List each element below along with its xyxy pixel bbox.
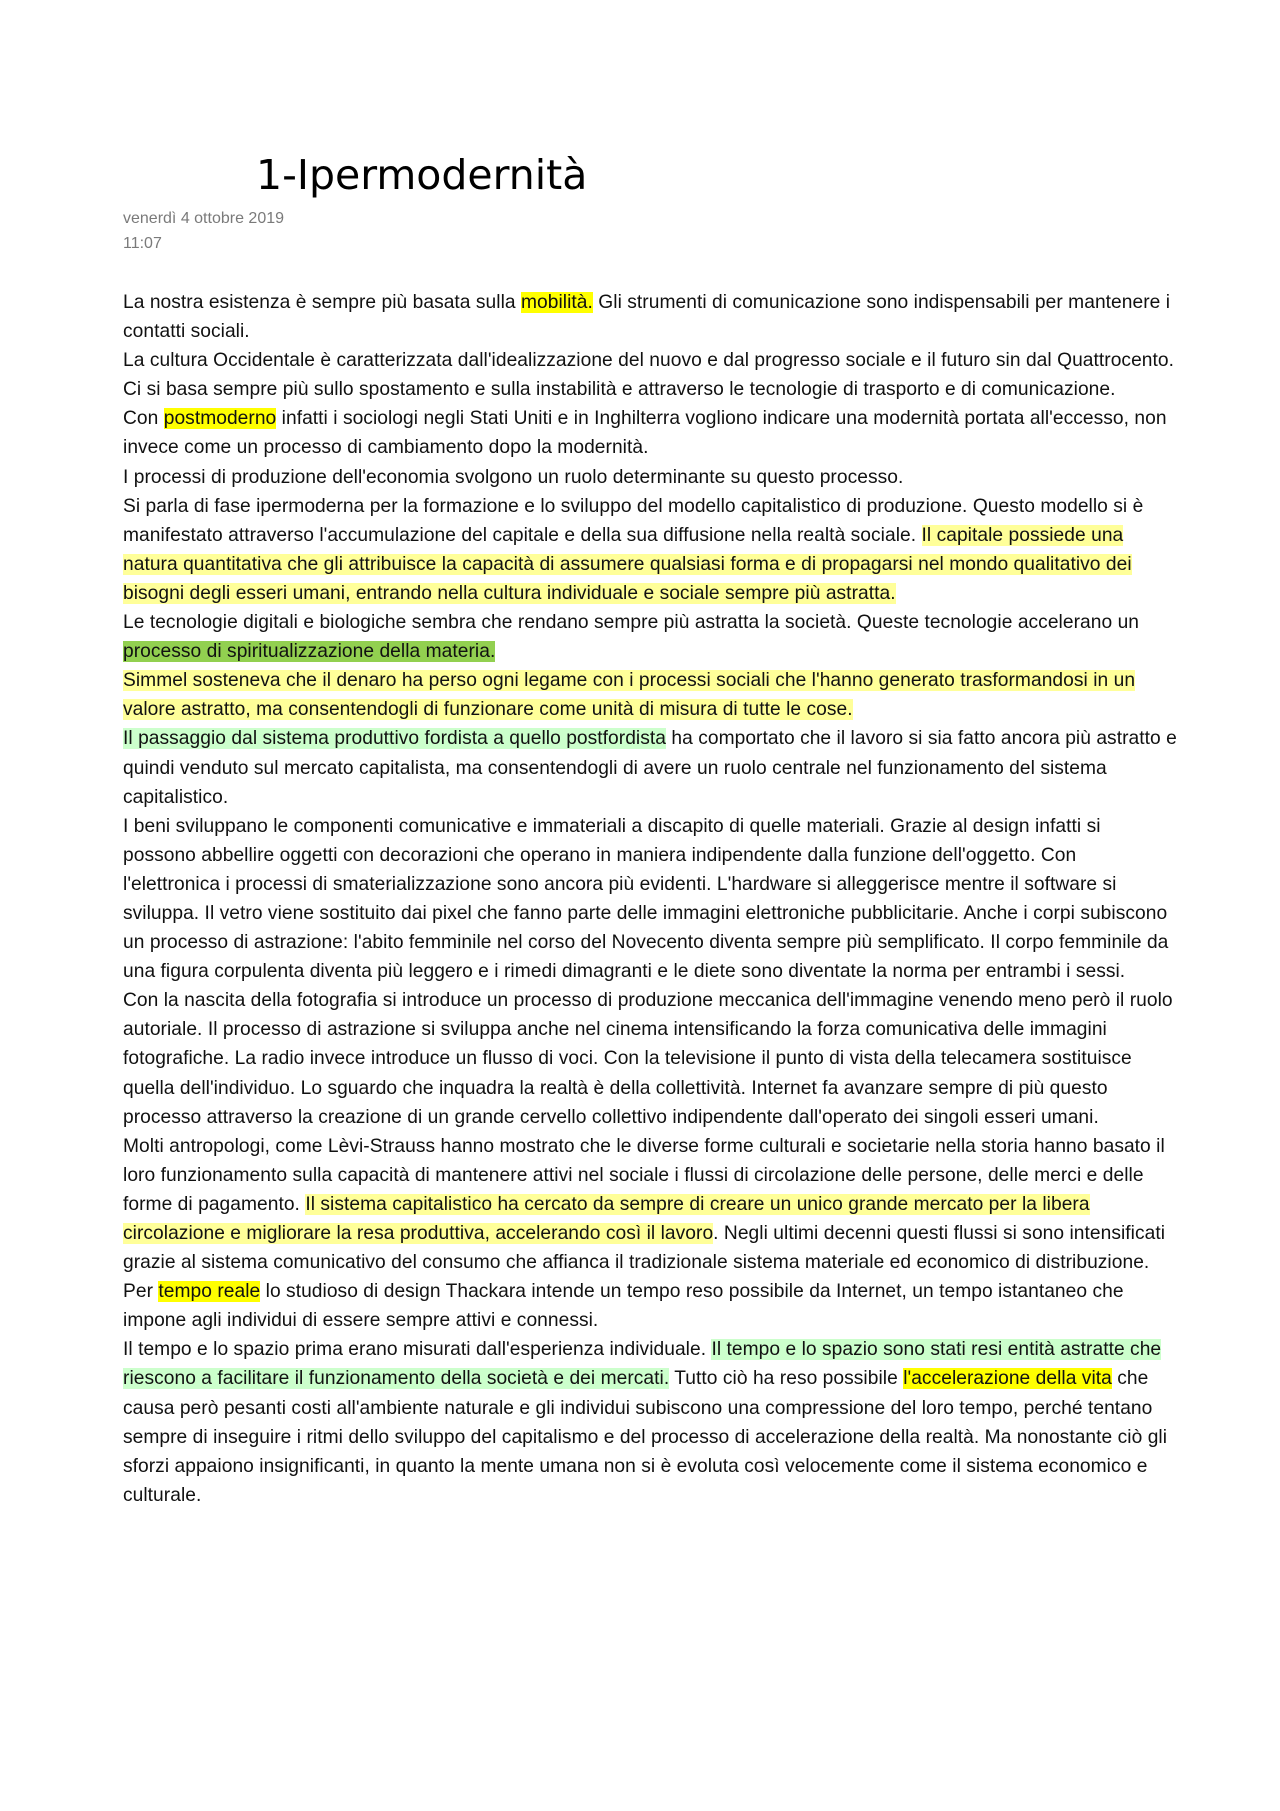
highlighted-text: Il capitale possiede una natura quantitativa che gli attribuisce la capacità di assumere qualsiasi forma e di propagarsi nel mondo qualitativo dei bisogni degli esseri umani, entrando nella cultura individuale e sociale sempre più astratta. xyxy=(123,524,1132,604)
text-run: Molti antropologi, come Lèvi-Strauss hanno mostrato che le diverse forme culturali e societarie nella storia hanno basato il loro funzionamento sulla capacità di mantenere attivi nel sociale i flussi di circolazione delle persone, delle merci e delle forme di pagamento. xyxy=(123,1135,1165,1215)
highlighted-text: processo di spiritualizzazione della materia. xyxy=(123,641,496,663)
paragraph xyxy=(123,1132,1178,1277)
paragraph xyxy=(123,986,1178,1131)
text-run: Si parla di fase ipermoderna per la formazione e lo sviluppo del modello capitalistico di produzione. Questo modello si è manifestato attraverso l'accumulazione del capitale e della sua diffusione nella realtà sociale. xyxy=(123,495,1144,546)
highlighted-text: Il passaggio dal sistema produttivo fordista a quello postfordista xyxy=(123,728,666,750)
paragraph xyxy=(123,724,1178,811)
highlighted-text: Il tempo e lo spazio sono stati resi entità astratte che riescono a facilitare il funzionamento della società e dei mercati. xyxy=(123,1339,1162,1390)
note-body[interactable] xyxy=(123,288,1178,1510)
text-run: La nostra esistenza è sempre più basata sulla xyxy=(123,292,522,313)
text-run: La cultura Occidentale è caratterizzata dall'idealizzazione del nuovo e dal progresso sociale e il futuro sin dal Quattrocento. Ci si basa sempre più sullo spostamento e sulla instabilità e attraverso le tecnologie di trasporto e di comunicazione. xyxy=(123,350,1174,401)
highlighted-text: l'accelerazione della vita xyxy=(903,1368,1112,1390)
highlighted-text: Il sistema capitalistico ha cercato da sempre di creare un unico grande mercato per la libera circolazione e migliorare la resa produttiva, accelerando così il lavoro xyxy=(123,1193,1090,1244)
paragraph xyxy=(123,666,1178,724)
page-title[interactable]: 1-Ipermodernità xyxy=(256,151,588,199)
text-run: ha comportato che il lavoro si sia fatto ancora più astratto e quindi venduto sul mercato capitalista, ma consentendogli di avere un ruolo centrale nel funzionamento del sistema capitalistico. xyxy=(123,728,1177,808)
text-run: Le tecnologie digitali e biologiche sembra che rendano sempre più astratta la società. Queste tecnologie accelerano un xyxy=(123,612,1140,634)
text-run: I processi di produzione dell'economia svolgono un ruolo determinante su questo processo. xyxy=(123,466,904,488)
paragraph xyxy=(123,1277,1178,1335)
text-run: . Negli ultimi decenni questi flussi si sono intensificati grazie al sistema comunicativo del consumo che affianca il tradizionale sistema materiale ed economico di distribuzione. xyxy=(123,1223,1166,1274)
paragraph xyxy=(123,608,1178,666)
highlighted-text: postmoderno xyxy=(163,408,277,430)
text-run: infatti i sociologi negli Stati Uniti e in Inghilterra vogliono indicare una modernità portata all'eccesso, non invece come un processo di cambiamento dopo la modernità. xyxy=(123,408,1167,459)
text-run: Con la nascita della fotografia si introduce un processo di produzione meccanica dell'immagine venendo meno però il ruolo autoriale. Il processo di astrazione si sviluppa anche nel cinema intensificando la forza comunicativa delle immagini fotografiche. La radio invece introduce un flusso di voci. Con la televisione il punto di vista della telecamera sostituisce quella dell'individuo. Lo sguardo che inquadra la realtà è della collettività. Internet fa avanzare sempre di più questo processo attraverso la creazione di un grande cervello collettivo indipendente dall'operato dei singoli esseri umani. xyxy=(123,990,1173,1128)
highlighted-text: Simmel sosteneva che il denaro ha perso ogni legame con i processi sociali che l'hanno generato trasformandosi in un valore astratto, ma consentendogli di funzionare come unità di misura di tutte le cose. xyxy=(123,670,1136,721)
paragraph xyxy=(123,404,1178,462)
text-run: I beni sviluppano le componenti comunicative e immateriali a discapito di quelle materiali. Grazie al design infatti si possono abbellire oggetti con decorazioni che operano in maniera indipendente dalla funzione dell'oggetto. Con l'elettronica i processi di smaterializzazione sono ancora più evidenti. L'hardware si alleggerisce mentre il software si sviluppa. Il vetro viene sostituito dai pixel che fanno parte delle immagini elettroniche pubblicitarie. Anche i corpi subiscono un processo di astrazione: l'abito femminile nel corso del Novecento diventa sempre più semplificato. Il corpo femminile da una figura corpulenta diventa più leggero e i rimedi dimagranti e le diete sono diventate la norma per entrambi i sessi. xyxy=(123,815,1169,983)
text-run: Gli strumenti di comunicazione sono indispensabili per mantenere i contatti sociali. xyxy=(123,292,1171,343)
text-run: Per xyxy=(123,1281,159,1303)
text-run: che causa però pesanti costi all'ambiente naturale e gli individui subiscono una compressione del loro tempo, perché tentano sempre di inseguire i ritmi dello sviluppo del capitalismo e del processo di accelerazione della realtà. Ma nonostante ciò gli sforzi appaiono insignificanti, in quanto la mente umana non si è evoluta così velocemente come il sistema economico e culturale. xyxy=(123,1368,1168,1506)
paragraph xyxy=(123,346,1178,404)
paragraph xyxy=(123,492,1178,608)
highlighted-text: tempo reale xyxy=(158,1281,261,1303)
note-time: 11:07 xyxy=(123,235,162,252)
text-run: Con xyxy=(123,408,164,430)
text-run: Il tempo e lo spazio prima erano misurati dall'esperienza individuale. xyxy=(123,1339,712,1361)
paragraph xyxy=(123,463,1178,492)
text-run: Tutto ciò ha reso possibile xyxy=(669,1368,904,1390)
paragraph xyxy=(123,812,1178,987)
paragraph xyxy=(123,288,1178,346)
paragraph xyxy=(123,1335,1178,1510)
highlighted-text: mobilità. xyxy=(521,292,593,313)
note-metadata xyxy=(123,206,284,256)
text-run: lo studioso di design Thackara intende un tempo reso possibile da Internet, un tempo istantaneo che impone agli individui di essere sempre attivi e connessi. xyxy=(123,1281,1124,1332)
note-date: venerdì 4 ottobre 2019 xyxy=(123,210,285,227)
